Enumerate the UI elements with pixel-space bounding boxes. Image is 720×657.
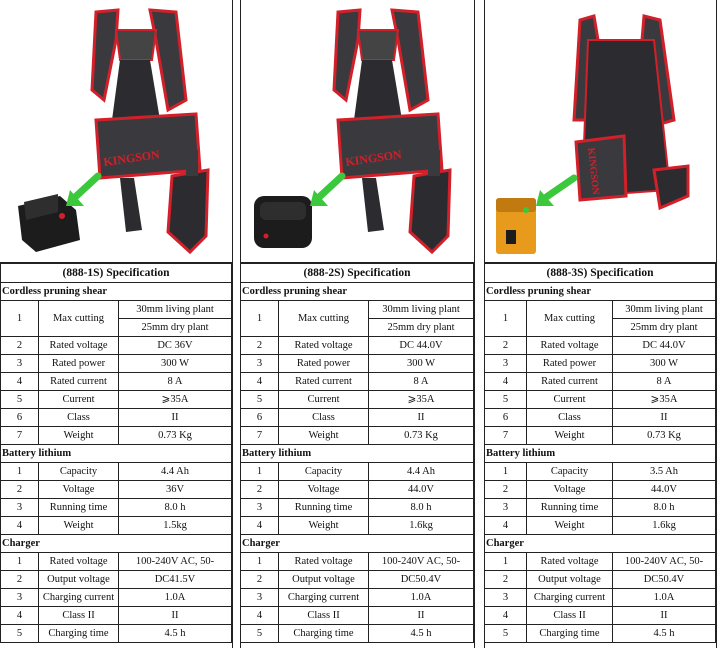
spec-table <box>240 262 474 643</box>
table-row: 2 Voltage 44.0V <box>241 481 474 499</box>
section-charger: Charger <box>1 535 232 553</box>
spec-panel-888-3s <box>484 0 716 648</box>
panel-divider <box>474 0 475 648</box>
harness-image <box>240 0 474 262</box>
arrow-icon <box>542 178 574 200</box>
table-row: 4 Class II II <box>1 607 232 625</box>
table-row: 5 Charging time 4.5 h <box>485 625 716 643</box>
table-row: 7 Weight 0.73 Kg <box>241 427 474 445</box>
table-row: 6 Class II <box>241 409 474 427</box>
table-row: 3 Running time 8.0 h <box>241 499 474 517</box>
spec-table <box>484 262 716 643</box>
spec-panel-888-2s <box>240 0 474 648</box>
table-row: 4 Weight 1.6kg <box>241 517 474 535</box>
table-row: 1 Capacity 3.5 Ah <box>485 463 716 481</box>
table-row: 3 Charging current 1.0A <box>1 589 232 607</box>
section-cordless: Cordless pruning shear <box>1 283 232 301</box>
table-row: 7 Weight 0.73 Kg <box>485 427 716 445</box>
section-charger: Charger <box>241 535 474 553</box>
table-row: 1 Rated voltage 100-240V AC, 50- <box>1 553 232 571</box>
table-row: 4 Rated current 8 A <box>485 373 716 391</box>
table-row: 3 Rated power 300 W <box>485 355 716 373</box>
table-row: 3 Running time 8.0 h <box>1 499 232 517</box>
section-charger: Charger <box>485 535 716 553</box>
product-photo <box>240 0 474 262</box>
section-battery: Battery lithium <box>485 445 716 463</box>
section-battery: Battery lithium <box>1 445 232 463</box>
table-row: 5 Current ⩾35A <box>241 391 474 409</box>
panel-divider <box>240 0 241 648</box>
harness-image <box>0 0 232 262</box>
table-row: 5 Current ⩾35A <box>485 391 716 409</box>
table-row: 4 Rated current 8 A <box>241 373 474 391</box>
table-row: 1 Max cutting 30mm living plant <box>241 301 474 319</box>
table-row: 4 Weight 1.5kg <box>1 517 232 535</box>
table-row: 6 Class II <box>1 409 232 427</box>
panel-divider <box>484 0 485 648</box>
table-row: 2 Output voltage DC41.5V <box>1 571 232 589</box>
brand-logo: KINGSON <box>102 147 161 169</box>
spec-title: (888-1S) Specification <box>1 263 232 283</box>
table-row: 2 Voltage 44.0V <box>485 481 716 499</box>
table-row: 5 Charging time 4.5 h <box>241 625 474 643</box>
table-row: 3 Charging current 1.0A <box>485 589 716 607</box>
panel-divider <box>716 0 717 648</box>
table-row: 3 Running time 8.0 h <box>485 499 716 517</box>
arrow-icon <box>72 176 98 200</box>
table-row: 5 Charging time 4.5 h <box>1 625 232 643</box>
table-row: 1 Max cutting 30mm living plant <box>485 301 716 319</box>
table-row: 25mm dry plant <box>485 319 716 337</box>
battery-pack <box>496 198 536 254</box>
table-row: 6 Class II <box>485 409 716 427</box>
spec-title: (888-3S) Specification <box>485 263 716 283</box>
table-row: 3 Rated power 300 W <box>1 355 232 373</box>
section-battery: Battery lithium <box>241 445 474 463</box>
section-cordless: Cordless pruning shear <box>241 283 474 301</box>
spec-panel-888-1s <box>0 0 232 648</box>
table-row: 2 Rated voltage DC 36V <box>1 337 232 355</box>
table-row: 2 Voltage 36V <box>1 481 232 499</box>
table-row: 2 Output voltage DC50.4V <box>241 571 474 589</box>
backpack-image <box>484 0 716 262</box>
spec-table <box>0 262 232 643</box>
table-row: 25mm dry plant <box>1 319 232 337</box>
battery-pack <box>254 196 312 248</box>
table-row: 1 Max cutting 30mm living plant <box>1 301 232 319</box>
section-cordless: Cordless pruning shear <box>485 283 716 301</box>
table-row: 1 Capacity 4.4 Ah <box>1 463 232 481</box>
spec-title: (888-2S) Specification <box>241 263 474 283</box>
table-row: 4 Weight 1.6kg <box>485 517 716 535</box>
table-row: 4 Class II II <box>241 607 474 625</box>
table-row: 3 Rated power 300 W <box>241 355 474 373</box>
table-row: 1 Rated voltage 100-240V AC, 50- <box>485 553 716 571</box>
table-row: 1 Capacity 4.4 Ah <box>241 463 474 481</box>
table-row: 5 Current ⩾35A <box>1 391 232 409</box>
table-row: 2 Rated voltage DC 44.0V <box>485 337 716 355</box>
arrow-icon <box>316 176 342 200</box>
table-row: 25mm dry plant <box>241 319 474 337</box>
product-photo <box>484 0 716 262</box>
panel-divider <box>232 0 233 648</box>
table-row: 4 Rated current 8 A <box>1 373 232 391</box>
table-row: 3 Charging current 1.0A <box>241 589 474 607</box>
table-row: 4 Class II II <box>485 607 716 625</box>
product-photo <box>0 0 232 262</box>
brand-logo: KINGSON <box>344 147 403 169</box>
brand-logo: KINGSON <box>585 147 601 196</box>
table-row: 7 Weight 0.73 Kg <box>1 427 232 445</box>
table-row: 2 Output voltage DC50.4V <box>485 571 716 589</box>
table-row: 2 Rated voltage DC 44.0V <box>241 337 474 355</box>
table-row: 1 Rated voltage 100-240V AC, 50- <box>241 553 474 571</box>
